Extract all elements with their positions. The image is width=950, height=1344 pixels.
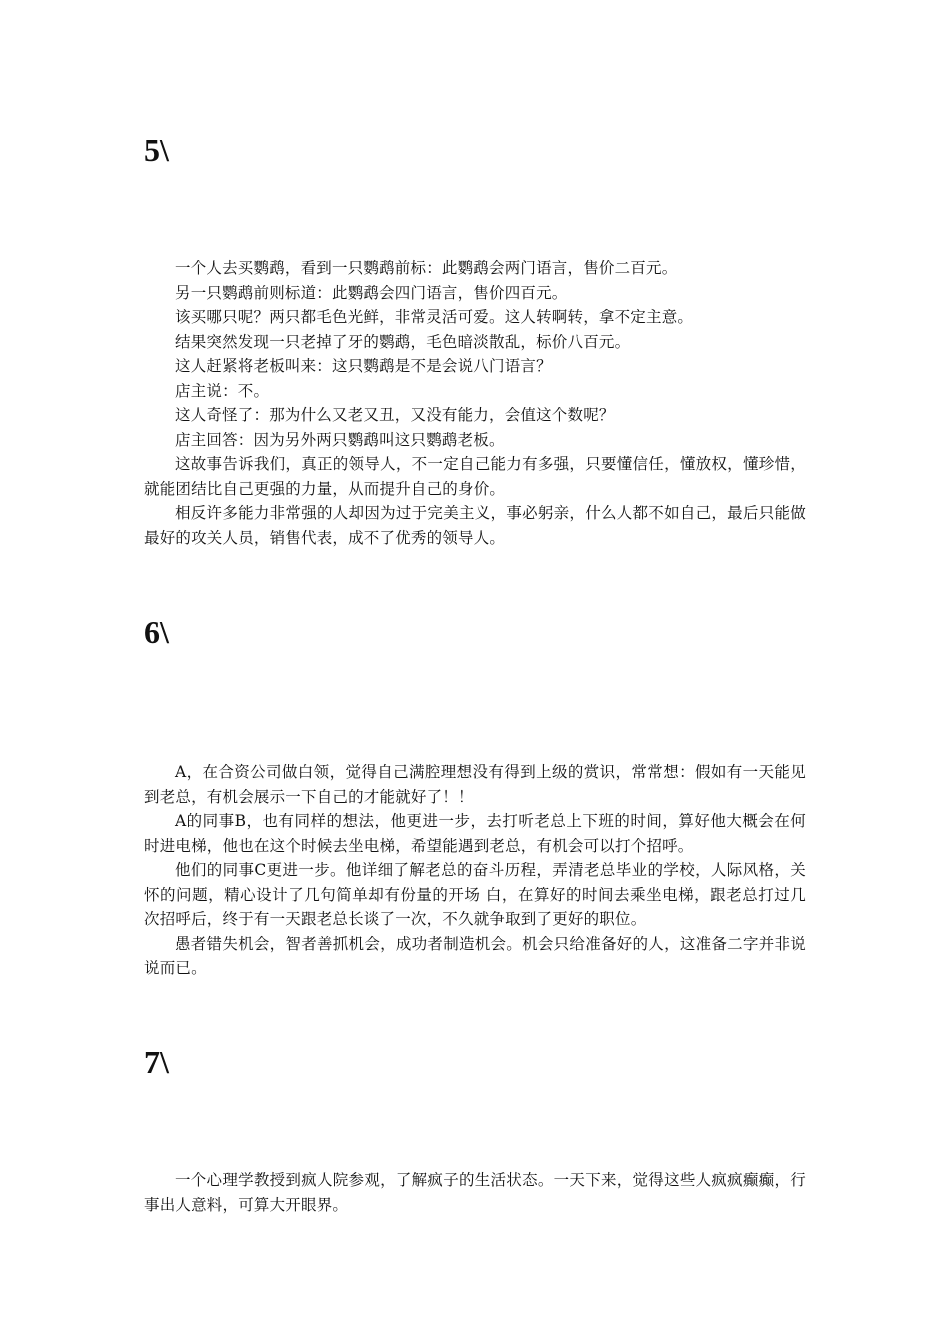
section-5-body xyxy=(144,256,806,550)
section-7-body xyxy=(144,1168,806,1217)
paragraph: 店主回答：因为另外两只鹦鹉叫这只鹦鹉老板。 xyxy=(175,430,505,449)
paragraph: 该买哪只呢？两只都毛色光鲜，非常灵活可爱。这人转啊转，拿不定主意。 xyxy=(175,308,694,326)
paragraph: 这人奇怪了：那为什么又老又丑，又没有能力，会值这个数呢？ xyxy=(175,406,615,424)
paragraph: A，在合资公司做白领，觉得自己满腔理想没有得到上级的赏识，常常想：假如有一天能见到老总，有机会展示一下自己的才能就好了！！ xyxy=(144,763,806,806)
paragraph: 一个心理学教授到疯人院参观，了解疯子的生活状态。一天下来，觉得这些人疯疯癫癫，行事出人意料，可算大开眼界。 xyxy=(144,1171,806,1214)
section-heading-5: 5\ xyxy=(144,132,169,168)
paragraph: 这人赶紧将老板叫来：这只鹦鹉是不是会说八门语言？ xyxy=(175,357,552,375)
paragraph: A的同事B，也有同样的想法，他更进一步，去打听老总上下班的时间，算好他大概会在何时进电梯，他也在这个时候去坐电梯，希望能遇到老总，有机会可以打个招呼。 xyxy=(144,812,806,855)
paragraph: 一个人去买鹦鹉，看到一只鹦鹉前标：此鹦鹉会两门语言，售价二百元。 xyxy=(175,259,678,277)
paragraph: 另一只鹦鹉前则标道：此鹦鹉会四门语言，售价四百元。 xyxy=(175,283,568,302)
section-heading-7: 7\ xyxy=(144,1044,169,1080)
paragraph: 这故事告诉我们，真正的领导人，不一定自己能力有多强，只要懂信任，懂放权，懂珍惜，就能团结比自己更强的力量，从而提升自己的身价。 xyxy=(144,455,806,498)
section-heading-6: 6\ xyxy=(144,614,169,650)
paragraph: 结果突然发现一只老掉了牙的鹦鹉，毛色暗淡散乱，标价八百元。 xyxy=(175,332,631,351)
paragraph: 他们的同事C更进一步。他详细了解老总的奋斗历程，弄清老总毕业的学校，人际风格，关怀的问题，精心设计了几句简单却有份量的开场 白，在算好的时间去乘坐电梯，跟老总打过几次招呼后，终于有一天跟老总长谈了一次，不久就争取到了更好的职位。 xyxy=(144,861,806,928)
paragraph: 愚者错失机会，智者善抓机会，成功者制造机会。机会只给准备好的人，这准备二字并非说说而已。 xyxy=(144,934,806,977)
paragraph: 相反许多能力非常强的人却因为过于完美主义，事必躬亲，什么人都不如自己，最后只能做最好的攻关人员，销售代表，成不了优秀的领导人。 xyxy=(144,504,806,547)
section-6-body xyxy=(144,760,806,981)
paragraph: 店主说：不。 xyxy=(175,381,270,400)
